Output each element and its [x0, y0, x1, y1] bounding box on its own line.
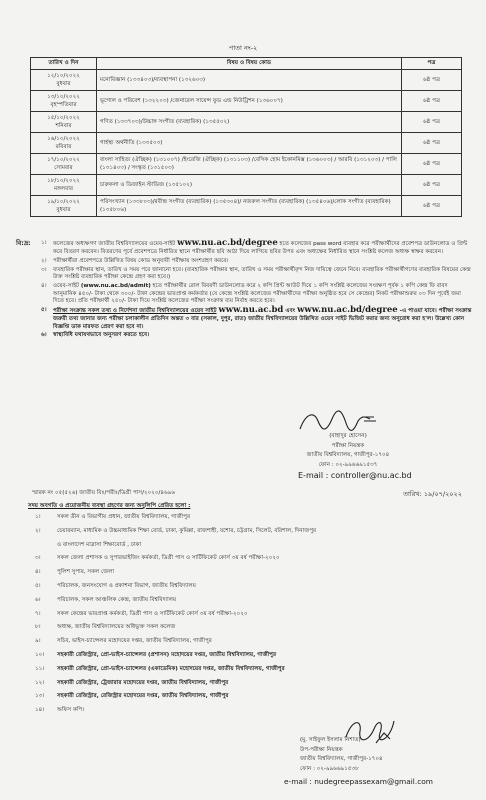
- exam-day: রবিবার: [55, 144, 72, 150]
- cc-text: অফিস কপি।: [57, 707, 85, 714]
- exam-date: ১৭/১০/২০২২: [47, 157, 80, 163]
- exam-day: মঙ্গলবার: [54, 186, 73, 192]
- cc-number: ১১।: [35, 665, 45, 672]
- subject-cell: মনোবিজ্ঞান (১৩৩৪০৩)/ব্যবস্থাপনা (১৩২৬০৩): [97, 70, 402, 91]
- note-number: ৫।: [41, 307, 47, 314]
- date-cell: [31, 70, 97, 91]
- note-2: [16, 258, 472, 266]
- cc-number: ৬।: [35, 596, 41, 603]
- table-body: [31, 70, 462, 217]
- cc-text: পরিচালক, সকল আঞ্চলিক কেন্দ্র, জাতীয় বিশ্ববিদ্যালয়: [57, 596, 177, 603]
- date-cell: [31, 175, 97, 196]
- note-1: [16, 240, 472, 256]
- subject-cell: গার্হস্থ্য অর্থনীতি (১৩৩৫০৩): [97, 133, 402, 154]
- cc-text: সকল ডীন ও বিভাগীয় প্রধান, জাতীয় বিশ্ববিদ্যালয়, গাজীপুর: [57, 514, 191, 520]
- note-text: ওয়েব-সাইট: [53, 283, 80, 290]
- cc-header: [28, 502, 462, 511]
- subject-cell: পরিসংখ্যান (১৩৩৮০৩)/রবীন্দ্র সংগীত (ব্যবহারিক) (১৩৫৩০৪)/ নজরুল সংগীত (ব্যবহারিক) (১৩৫৪০৬)/লোক সংগীত (ব্যবহারিক) (১৩৫৮০৬): [97, 196, 402, 217]
- cc-list-item: [35, 608, 455, 622]
- cc-number: ৫।: [35, 582, 41, 589]
- cc-number: ১২।: [35, 679, 45, 686]
- date-cell: [31, 133, 97, 154]
- cc-list-item: [35, 539, 455, 553]
- note-number: ৩।: [41, 266, 47, 273]
- exam-day: বুধবার: [56, 207, 71, 213]
- exam-day: বুধবার: [56, 81, 71, 87]
- deputy-controller-org: জাতীয় বিশ্ববিদ্যালয়, গাজীপুর-১৭০৪: [300, 756, 383, 763]
- exam-date: ১৮/১০/২০২২: [47, 178, 80, 184]
- note-4: [16, 283, 472, 306]
- admit-website-link[interactable]: (www.nu.ac.bd/admit): [80, 283, 151, 290]
- cc-number: ২।: [35, 527, 41, 534]
- cc-list-item: [35, 594, 455, 608]
- date-cell: [31, 91, 97, 112]
- note-number: ১।: [41, 240, 47, 246]
- cc-number: ১০।: [35, 651, 45, 658]
- cc-list-item: [35, 663, 455, 677]
- exam-date: ১৬/১০/২০২২: [47, 136, 80, 142]
- paper-cell: ৬ষ্ঠ পত্র: [402, 133, 462, 154]
- controller-email[interactable]: E-mail : controller@nu.ac.bd: [298, 471, 412, 480]
- subject-cell: গণিত (১৩৩৭০৩)/উচ্চাঙ্গ সংগীত (ব্যবহারিক) (১৩৫৫০২): [97, 112, 402, 133]
- note-number: ৪।: [41, 283, 47, 290]
- exam-day: শনিবার: [55, 123, 72, 129]
- nu-website-link[interactable]: www.nu.ac.bd: [218, 305, 284, 316]
- header-paper: পত্র: [402, 58, 462, 70]
- cc-text: সচিব, ভাইস-চ্যান্সেলর মহোদয়ের দপ্তর, জাতীয় বিশ্ববিদ্যালয়, গাজীপুর: [57, 638, 212, 645]
- cc-text: সকল কেন্দ্রের ভারপ্রাপ্ত কর্মকর্তা, ডিগ্রী পাস ও সার্টিফিকেট কোর্স ৩য় বর্ষ পরীক্ষা-২০২০: [57, 610, 248, 617]
- cc-text: পুলিশ সুপার, সকল জেলা: [57, 569, 115, 576]
- subject-cell: চারুকলা ও ডিজাইন স্টাডিজ (১৩৫১০২): [97, 175, 402, 196]
- table-row: [31, 175, 462, 196]
- table-row: [31, 154, 462, 175]
- exam-schedule-table: [30, 57, 462, 217]
- cc-text: সহকারী রেজিস্ট্রার, প্রো-ভাইস-চ্যান্সেলর (একাডেমিক) মহোদয়ের দপ্তর, জাতীয় বিশ্ববিদ্যালয়, গাজীপুর: [57, 665, 285, 672]
- deputy-controller-email[interactable]: e-mail : nudegreepassexam@gmail.com: [284, 777, 433, 786]
- cc-number: ৯।: [35, 638, 41, 645]
- exam-date: ১২/১০/২০২২: [47, 73, 80, 79]
- controller-phone: ফোন : ০২-৯৯৬৬৯১৫৩৭: [318, 461, 378, 468]
- cc-number: ১৩।: [35, 693, 45, 700]
- paper-cell: ৬ষ্ঠ পত্র: [402, 70, 462, 91]
- cc-list-item: [35, 566, 455, 580]
- cc-recipient-list: [35, 511, 455, 718]
- note-text: -এ পাওয়া যাবে। পরীক্ষা সংক্রান্ত জরুরী তথ্য জানার জন্য পরীক্ষা চলাকালীন প্রতিদিন অন্তত ৩ বার (সকাল, দুপুর, রাত) জাতীয় বিশ্ববিদ্যালয়ের উল্লিখিত ওয়েব সাইট ভিজিট করার জন্য অনুরোধ করা হ'ল। উল্লেখ্য কোন বিজ্ঞপ্তি ডাক মারফত প্রেরণ করা হবে না।: [53, 308, 472, 330]
- cc-text: সকল জেলা প্রশাসক ও সুপারভাইজিং কর্মকর্তা, ডিগ্রী পাস ও সার্টিফিকেট কোর্স ৩য় বর্ষ পরীক্ষা-২০২০: [57, 555, 280, 562]
- table-row: [31, 70, 462, 91]
- cc-text: সহকারী রেজিস্ট্রার, রেজিস্ট্রার মহোদয়ের দপ্তর, জাতীয় বিশ্ববিদ্যালয়, গাজীপুর: [57, 693, 229, 700]
- cc-list-item: [35, 621, 455, 635]
- note-5: [16, 307, 472, 331]
- note-text: ব্যবহারিক পরীক্ষার স্থান, তারিখ ও সময় পরে জানানো হবে। (ব্যবহারিক পরীক্ষার স্থান, তারিখ ও সময় পরীক্ষার্থীবৃন্দ নিজ দায়িত্বে জেনে নিবে। ব্যবহারিক পরীক্ষার্থীগণের ব্যবহারিক বিষয়ের কেন্দ্র উক্ত সংশ্লিষ্ট ব্যবহারিক পরীক্ষা কেন্দ্রে গ্রহণ করা হবে।): [53, 266, 471, 281]
- table-row: [31, 196, 462, 217]
- cc-list-item: [35, 511, 455, 525]
- cc-text: সহকারী রেজিস্ট্রার, প্রো-ভাইস-চ্যান্সেলর (প্রশাসন) মহোদয়ের দপ্তর, জাতীয় বিশ্ববিদ্যালয়, গাজীপুর: [57, 651, 277, 658]
- note-6: [16, 332, 472, 340]
- exam-date: ১৯/১০/২০২২: [47, 199, 80, 205]
- note-number: ২।: [41, 257, 47, 264]
- cc-number: ৩।: [35, 555, 41, 562]
- cc-list-item: [35, 635, 455, 649]
- note-text: পরীক্ষা সংক্রান্ত সকল তথ্য ও নির্দেশনা জাতীয় বিশ্ববিদ্যালয়ের ওয়েব সাইট: [53, 308, 217, 315]
- paper-cell: ৬ষ্ঠ পত্র: [402, 91, 462, 112]
- cc-text: অধ্যক্ষ, জাতীয় বিশ্ববিদ্যালয়ের অধিভুক্ত সকল কলেজ: [57, 624, 176, 631]
- table-row: [31, 112, 462, 133]
- deputy-controller-phone: ফোন : ০২-৯৯৬৬৯১৫৩৮: [300, 765, 359, 772]
- exam-day: বৃহস্পতিবার: [50, 102, 77, 108]
- date-cell: [31, 112, 97, 133]
- memo-reference: স্মারক নং ০৫(৫২৬) জাতীয় বিঃ/পরীঃ/ডিগ্রী পাস/২০২০/৪৬৯৬: [32, 490, 175, 496]
- note-text: স্বাস্থ্যবিধি যথাযথভাবে অনুসরণ করতে হবে।: [53, 332, 150, 339]
- header-subject-code: বিষয় ও বিষয় কোড: [97, 58, 402, 70]
- table-header-row: [31, 58, 462, 70]
- note-text: হতে কলেজের pass word ব্যবহার করে পরীক্ষার্থীদের প্রবেশপত্র ডাউনলোড ও প্রিন্ট করে বিতরণ করবেন। বিতরণের পূর্বে প্রবেশপত্রে নির্ধারিত স্থানে পরীক্ষার্থীর ছবি আঠা দিয়ে লাগিয়ে ছবির উপর এবং অধ্যক্ষের নির্ধারিত স্থানে সংশ্লিষ্ট কলেজ অধ্যক্ষ স্বাক্ষর করবেন।: [53, 241, 468, 255]
- date-cell: [31, 154, 97, 175]
- cc-number: ৮।: [35, 624, 41, 631]
- cc-list-item: [35, 580, 455, 594]
- memo-date: তারিখ: ১৯/০৭/২০২২: [403, 490, 462, 498]
- cc-number: ১।: [35, 514, 41, 520]
- cc-text: সহকারী রেজিস্ট্রার, ট্রেজারার মহোদয়ের দপ্তর, জাতীয় বিশ্ববিদ্যালয়, গাজীপুর: [57, 679, 229, 686]
- table-row: [31, 133, 462, 154]
- cc-list-item: [35, 690, 455, 704]
- cc-number: ৪।: [35, 569, 41, 576]
- deputy-controller-designation: উপ-পরীক্ষা নিয়ন্ত্রক: [300, 746, 343, 753]
- deputy-controller-name: (মু. সাইফুল ইসলাম নিশাত): [300, 737, 361, 743]
- cc-list-item: [35, 552, 455, 566]
- exam-date: ১৫/১০/২০২২: [47, 115, 80, 121]
- cc-list-item: [35, 677, 455, 691]
- notes-section: [16, 240, 472, 341]
- subject-cell: বাংলা সাহিত্য (ঐচ্ছিক) (১৩১০০৭) /ইংরেজি (ঐচ্ছিক) (১৩১১০৩) /বেসিক হোম ইকোনমিক্স (১৩৬০০৩) / আরবি (১৩১২০৩) / পালি (১৩১৪০৩) / সংস্কৃত (১৩১৫০৩): [97, 154, 402, 175]
- cc-list-item: [35, 525, 455, 539]
- cc-text: পরিচালক, জনসংযোগ ও প্রকাশনা বিভাগ, জাতীয় বিশ্ববিদ্যালয়: [57, 582, 196, 589]
- page-number: পাতা নং-২: [228, 44, 258, 52]
- controller-designation: পরীক্ষা নিয়ন্ত্রক: [331, 442, 365, 449]
- cc-list-item: [35, 649, 455, 663]
- memo-line: [32, 489, 462, 498]
- table-row: [31, 91, 462, 112]
- cc-text: ও বাংলাদেশ মাদ্রাসা শিক্ষাবোর্ড , ঢাকা: [57, 541, 142, 548]
- cc-number: ১৪।: [35, 707, 45, 714]
- header-date-day: তারিখ ও দিন: [31, 58, 97, 70]
- cc-header-text: সদয় অবগতি ও প্রয়োজনীয় ব্যবস্থা গ্রহণের জন্য অনুলিপি প্রেরিত হলো :: [28, 503, 191, 509]
- note-3: [16, 267, 472, 282]
- paper-cell: ৬ষ্ঠ পত্র: [402, 112, 462, 133]
- exam-date: ১৩/১০/২০২২: [47, 94, 80, 100]
- degree-website-link[interactable]: www.nu.ac.bd/degree: [177, 238, 278, 248]
- note-text: এবং: [285, 308, 296, 315]
- date-cell: [31, 196, 97, 217]
- cc-number: ৭।: [35, 610, 41, 617]
- note-text: পরীক্ষার্থীরা প্রবেশপত্রে উল্লিখিত বিষয় কোড অনুযায়ী পরীক্ষায় অংশগ্রহণ করবে।: [53, 257, 229, 264]
- notes-lead: বি:দ্র:: [16, 240, 31, 247]
- deputy-controller-signature-block: [300, 736, 450, 774]
- note-text: হতে পরীক্ষার্থীর রোল বিবরণী ডাউনলোড করে ২ কপি প্রিন্ট আউট দিয়ে ১ কপি সংশ্লিষ্ট কলেজের সংরক্ষণ পূর্বক ১ কপি কেন্দ্র ফি বাবদ আনুমানিক ৪৫০/- টাকা থেকে ৩০০/- টাকা কেন্দ্রের ভারপ্রাপ্ত কর্মকর্তার (যে কেন্দ্রে সংশ্লিষ্ট কলেজের পরীক্ষার্থীদের পরীক্ষা অনুষ্ঠিত হবে সে কেন্দ্রের) নিকট পরীক্ষাশুরুর ০৩ দিন পূর্বেই জমা দিতে হবে। প্রতি পরীক্ষার্থী ২৫০/- টাকা দিয়ে সংশ্লিষ্ট কলেজের পরীক্ষা সংক্রান্ত ব্যয় নির্বাহ করতে হবে।: [53, 283, 461, 305]
- subject-cell: ভূগোল ও পরিবেশ (১৩২২০৩) /জেনারেল সায়েন্স ফুড এন্ড নিউট্রিশন (১৩৬০০৭): [97, 91, 402, 112]
- controller-org: জাতীয় বিশ্ববিদ্যালয়, গাজীপুর-১৭০৪: [306, 452, 390, 458]
- controller-name: (বাহাদুর হোসেন): [329, 433, 367, 439]
- note-text: কলেজের অধ্যক্ষগণ জাতীয় বিশ্ববিদ্যালয়ের ওয়েব-সাইট: [53, 241, 176, 247]
- controller-signature-block: [258, 432, 438, 470]
- cc-text: চেয়ারম্যান, মাধ্যমিক ও উচ্চমাধ্যমিক শিক্ষা বোর্ড, ঢাকা, কুমিল্লা, রাজশাহী, যশোর, চট্টগ্রাম, সিলেট, বরিশাল, দিনাজপুর: [57, 527, 317, 534]
- degree-website-link-2[interactable]: www.nu.ac.bd/degree: [297, 305, 398, 316]
- note-number: ৬।: [41, 332, 47, 339]
- paper-cell: ৬ষ্ঠ পত্র: [402, 175, 462, 196]
- exam-day: সোমবার: [54, 165, 73, 171]
- paper-cell: ৬ষ্ঠ পত্র: [402, 196, 462, 217]
- paper-cell: ৬ষ্ঠ পত্র: [402, 154, 462, 175]
